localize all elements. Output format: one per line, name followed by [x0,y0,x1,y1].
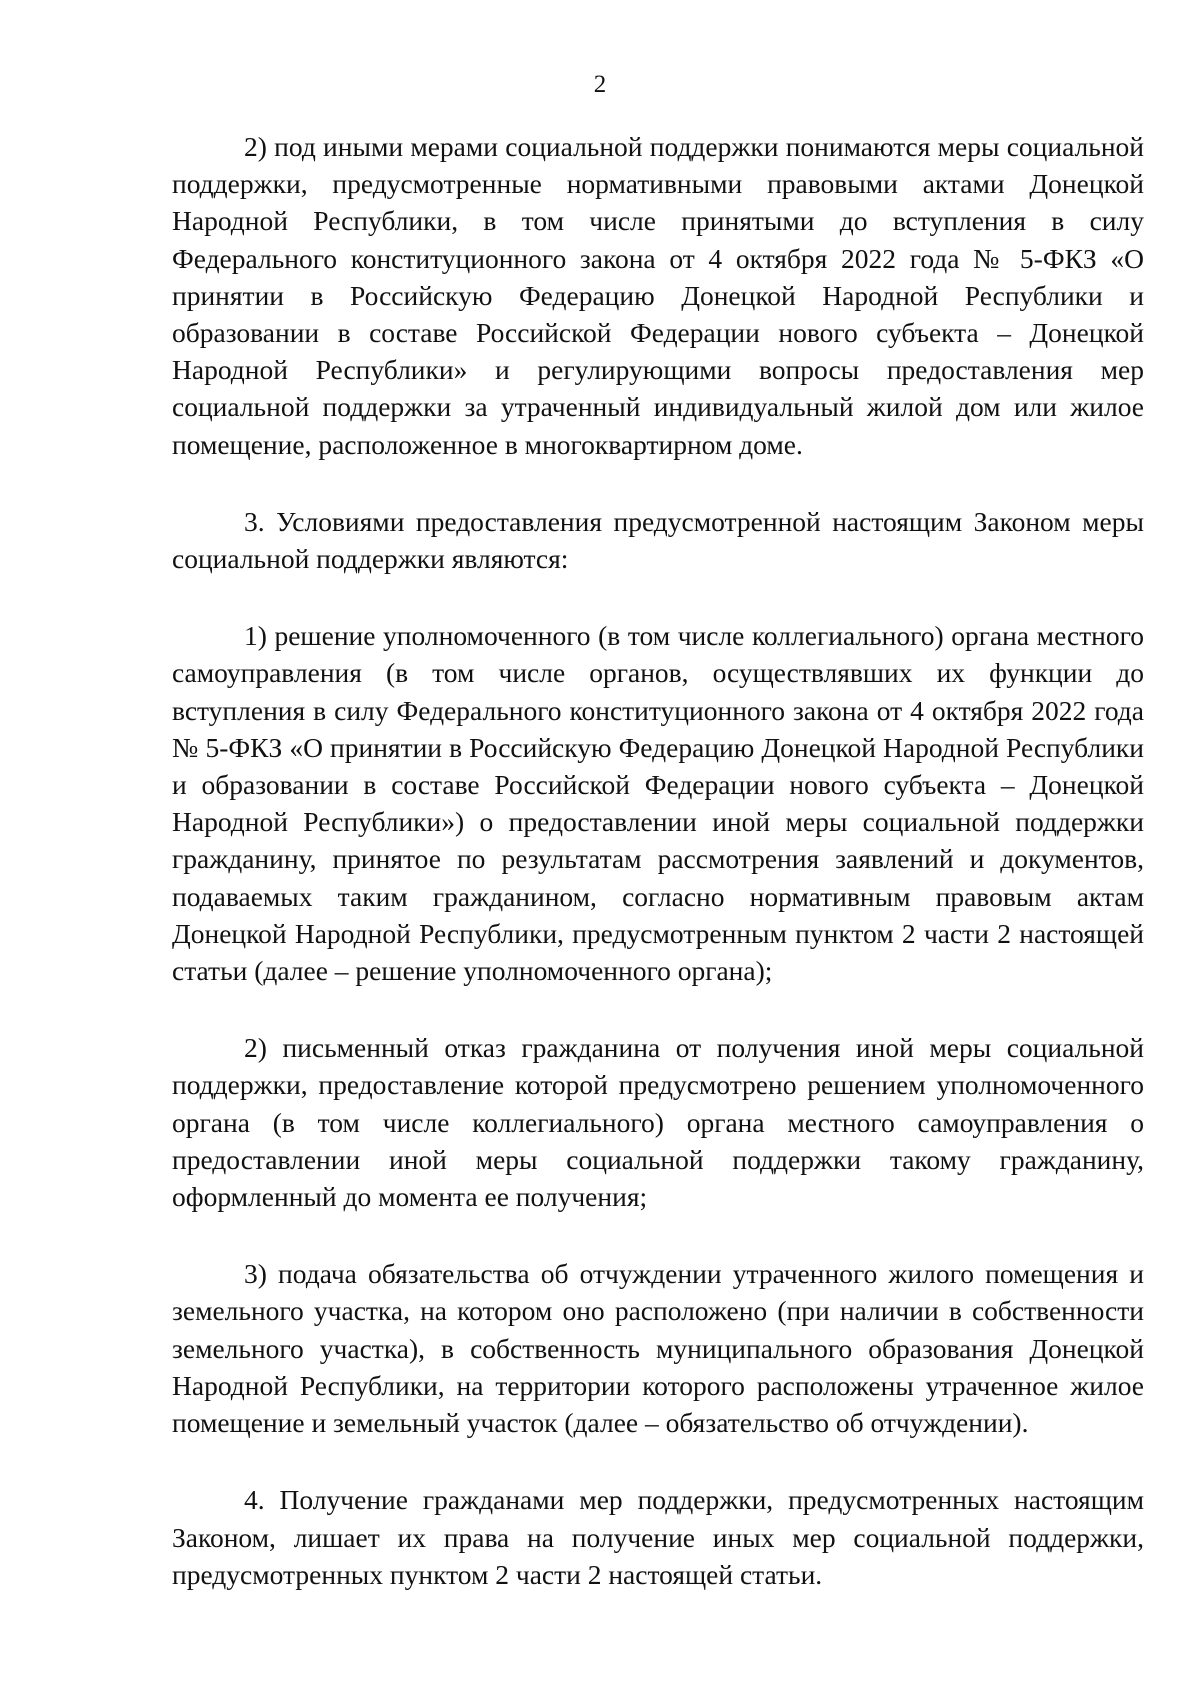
paragraph-gap [172,463,1144,503]
paragraph-4: 4. Получение гражданами мер поддержки, предусмотренных настоящим Законом, лишает их права на получение иных мер социальной поддержки, предусмотренных пунктом 2 части 2 настоящей статьи. [172,1484,1144,1590]
paragraph-condition-1: 1) решение уполномоченного (в том числе коллегиального) органа местного самоуправления (в том числе органов, осуществлявших их функции до вступления в силу Федерального конституционного закона от 4 октября 2022 года № 5-ФКЗ «О принятии в Российскую Федерацию Донецкой Народной Республики и образовании в составе Российской Федерации нового субъекта – Донецкой Народной Республики») о предоставлении иной меры социальной поддержки гражданину, принятое по результатам рассмотрения заявлений и документов, подаваемых таким гражданином, согласно нормативным правовым актам Донецкой Народной Республики, предусмотренным пунктом 2 части 2 настоящей статьи (далее – решение уполномоченного органа); [172,620,1144,987]
paragraph-gap [172,1215,1144,1255]
paragraph-gap [172,577,1144,617]
paragraph-condition-3: 3) подача обязательства об отчуждении утраченного жилого помещения и земельного участка, на котором оно расположено (при наличии в собственности земельного участка), в собственность муниципального образования Донецкой Народной Республики, на территории которого расположены утраченное жилое помещение и земельный участок (далее – обязательство об отчуждении). [172,1258,1144,1439]
paragraph-3-conditions: 3. Условиями предоставления предусмотренной настоящим Законом меры социальной поддержки являются: [172,505,1144,575]
paragraph-gap [172,989,1144,1029]
paragraph-2-other-measures: 2) под иными мерами социальной поддержки понимаются меры социальной поддержки, предусмотренные нормативными правовыми актами Донецкой Народной Республики, в том числе принятыми до вступления в силу Федерального конституционного закона от 4 октября 2022 года № 5-ФКЗ «О принятии в Российскую Федерацию Донецкой Народной Республики и образовании в составе Российской Федерации нового субъекта – Донецкой Народной Республики» и регулирующими вопросы предоставления мер социальной поддержки за утраченный индивидуальный жилой дом или жилое помещение, расположенное в многоквартирном доме. [172,131,1144,460]
paragraph-condition-2: 2) письменный отказ гражданина от получения иной меры социальной поддержки, предоставление которой предусмотрено решением уполномоченного органа (в том числе коллегиального) органа местного самоуправления о предоставлении иной меры социальной поддержки такому гражданину, оформленный до момента ее получения; [172,1032,1144,1213]
document-body [172,128,1144,1593]
page-number: 2 [593,71,607,98]
paragraph-gap [172,1441,1144,1481]
